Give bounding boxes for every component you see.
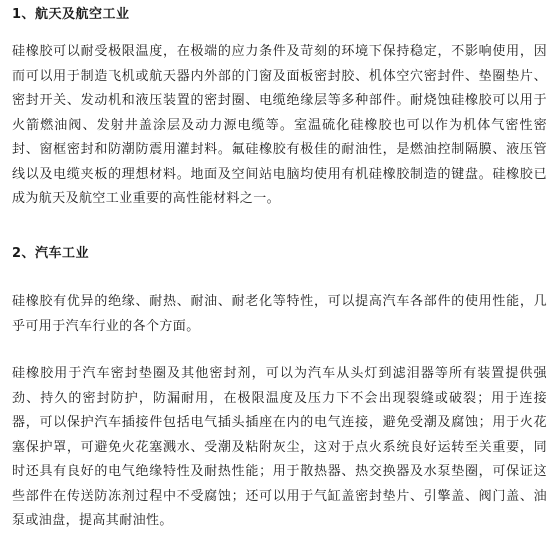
paragraph-aerospace: 硅橡胶可以耐受极限温度，在极端的应力条件及苛刻的环境下保持稳定，不影响使用，因而可以用于制造飞机或航天器内外部的门窗及面板密封胶、机体空穴密封件、垫圈垫片、密封开关、发动机和液压装置的密封圈、电缆绝缘层等多种部件。耐烧蚀硅橡胶可以用于火箭燃油阀、发射井盖涂层及动力源电缆等。室温硫化硅橡胶也可以作为机体气密性密封、窗框密封和防潮防震用灌封料。氟硅橡胶有极佳的耐油性，是燃油控制隔膜、液压管线以及电缆夹板的理想材料。地面及空间站电脑均使用有机硅橡胶制造的键盘。硅橡胶已成为航天及航空工业重要的高性能材料之一。 bbox=[12, 44, 547, 206]
paragraph-automotive-seals: 硅橡胶用于汽车密封垫圈及其他密封剂，可以为汽车从头灯到滤泪器等所有装置提供强劲、持久的密封防护，防漏耐用，在极限温度及压力下不会出现裂缝或破裂；用于连接器，可以保护汽车插接件包括电气插头插座在内的电气连接，避免受潮及腐蚀；用于火花塞保护罩，可避免火花塞溅水、受潮及粘附灰尘，这对于点火系统良好运转至关重要，同时还具有良好的电气绝缘特性及耐热性能；用于散热器、热交换器及水泵垫圈，可保证这些部件在传送防冻剂过程中不受腐蚀；还可以用于气缸盖密封垫片、引擎盖、阀门盖、油泵或油盘，提高其耐油性。 bbox=[12, 366, 547, 528]
section-heading-automotive: 2、汽车工业 bbox=[12, 246, 90, 261]
section-heading-aerospace: 1、航天及航空工业 bbox=[12, 7, 130, 22]
paragraph-automotive-intro: 硅橡胶有优异的绝缘、耐热、耐油、耐老化等特性，可以提高汽车各部件的使用性能，几乎可用于汽车行业的各个方面。 bbox=[12, 294, 547, 334]
